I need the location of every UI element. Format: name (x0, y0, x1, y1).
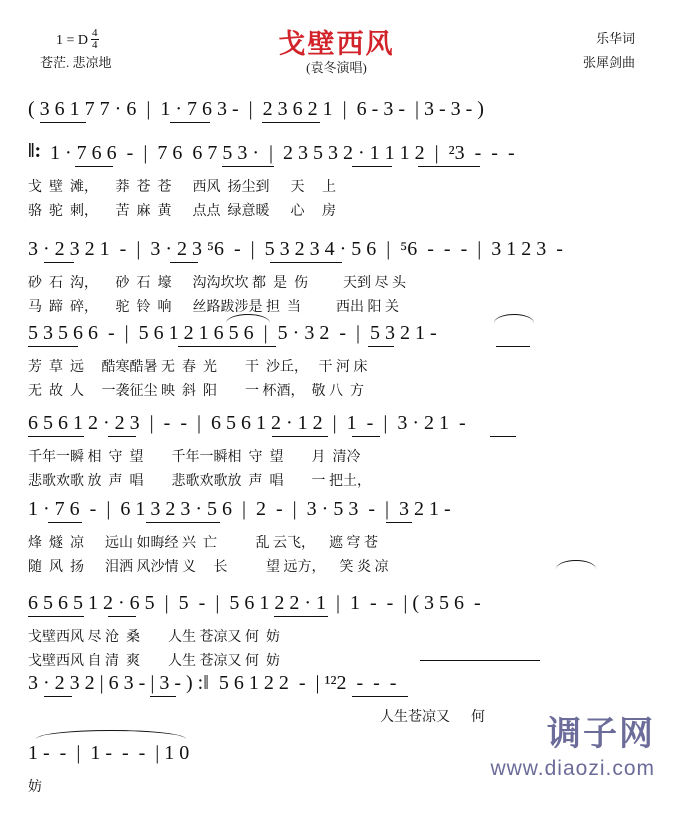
beam-underline (170, 122, 210, 123)
lyric-line-verse2: 无 故 人 一袭征尘 映 斜 阳 一 杯酒， 敬 八 方 (28, 384, 364, 399)
key-label: 1 = D (56, 33, 89, 48)
beam-underline (274, 616, 328, 617)
note-line: 3 · 2 3 2 1 - | 3 · 2 3 ⁵6 - | 5 3 2 3 4 · 5 6 | ⁵6 - - - | 3 1 2 3 - (28, 238, 563, 260)
note-line: 1 · 7 6 6 - | 7 6 6 7 5 3 · | 2 3 5 3 2 · 1 1 1 2 | ²3 - - - (50, 142, 515, 164)
repeat-start-barline: ‖: (28, 140, 42, 162)
lyric-line-verse2: 戈壁西风 自 清 爽 人生 苍凉又 何 妨 (28, 654, 280, 669)
slur-mark (36, 730, 186, 739)
lyric-line-verse2: 马 蹄 碎， 驼 铃 响 丝路跋涉是 担 当 西出 阳 关 (28, 300, 399, 315)
beam-underline (40, 122, 86, 123)
beam-underline (352, 436, 380, 437)
note-line: 5 3 5 6 6 - | 5 6 1 2 1 6 5 6 | 5 · 3 2 - | 5 3 2 1 - (28, 322, 437, 344)
beam-underline (368, 346, 394, 347)
beam-underline (352, 696, 408, 697)
beam-underline (150, 696, 176, 697)
beam-underline (496, 346, 530, 347)
beam-underline (28, 616, 84, 617)
beam-underline (178, 346, 276, 347)
lyric-line-final: 妨 (28, 780, 42, 795)
beam-underline (28, 436, 84, 437)
lyric-line-ending: 人生苍凉又 何 (380, 710, 485, 725)
beam-underline (75, 166, 113, 167)
beam-underline (222, 166, 274, 167)
beam-underline (262, 122, 320, 123)
note-line: 1 - - | 1 - - - | 1 0 (28, 742, 190, 764)
beam-underline (108, 616, 136, 617)
mood-marking: 苍茫. 悲凉地 (40, 55, 112, 70)
time-signature: $\frac{4}{4}$ (92, 27, 98, 51)
lyric-line-verse2: 骆 驼 刺， 苦 麻 黄 点点 绿意暖 心 房 (28, 204, 336, 219)
beam-underline (270, 262, 342, 263)
lyricist-credit: 乐华词 (595, 31, 635, 46)
lyric-line-verse1: 砂 石 沟， 砂 石 壕 沟沟坎坎 都 是 伤 天到 尽 头 (28, 276, 406, 291)
note-line: 3 · 2 3 2 | 6 3 - | 3 - ) :‖ 5 6 1 2 2 - | ¹²2 - - - (28, 672, 397, 694)
note-line: 6 5 6 5 1 2 · 6 5 | 5 - | 5 6 1 2 2 · 1 | 1 - - | ( 3 5 6 - (28, 592, 481, 614)
beam-underline (352, 166, 392, 167)
lyric-line-verse1: 戈壁西风 尽 沧 桑 人生 苍凉又 何 妨 (28, 630, 280, 645)
note-line: 6 5 6 1 2 · 2 3 | - - | 6 5 6 1 2 · 1 2 | 1 - | 3 · 2 1 - (28, 412, 466, 434)
lyric-line-verse1: 芳 草 远 酷寒酷暑 无 春 光 干 沙丘， 干 河 床 (28, 360, 368, 375)
lyric-line-verse2: 随 风 扬 泪洒 风沙情 义 长 望 远方， 笑 炎 凉 (28, 560, 389, 575)
watermark-url: www.diaozi.com (490, 757, 655, 780)
beam-underline (490, 436, 516, 437)
beam-underline (44, 262, 74, 263)
lyric-line-verse1: 千年一瞬 相 守 望 千年一瞬相 守 望 月 清冷 (28, 450, 361, 465)
watermark (490, 706, 655, 781)
lyric-line-verse2: 悲歌欢歌 放 声 唱 悲歌欢歌放 声 唱 一 把土， (28, 474, 371, 489)
second-ending-bracket (420, 660, 540, 661)
lyric-line-verse1: 烽 燧 凉 远山 如晦经 兴 亡 乱 云飞， 遮 穹 苍 (28, 536, 378, 551)
beam-underline (170, 262, 198, 263)
beam-underline (418, 166, 480, 167)
note-line: ( 3 6 1 7 7 · 6 | 1 · 7 6 3 - | 2 3 6 2 1 | 6 - 3 - | 3 - 3 - ) (28, 98, 484, 120)
beam-underline (386, 522, 412, 523)
beam-underline (28, 346, 78, 347)
note-line: 1 · 7 6 - | 6 1 3 2 3 · 5 6 | 2 - | 3 · 5 3 - | 3 2 1 - (28, 498, 451, 520)
beam-underline (48, 522, 82, 523)
beam-underline (44, 696, 72, 697)
watermark-site-name: 调子网 (547, 715, 655, 753)
composer-credit: 张犀剑曲 (582, 55, 635, 70)
page-title: 戈壁西风 (278, 29, 395, 59)
beam-underline (108, 436, 136, 437)
performer-subtitle: (袁冬演唱) (306, 60, 367, 75)
beam-underline (272, 436, 328, 437)
lyric-line-verse1: 戈 壁 滩， 莽 苍 苍 西风 扬尘到 天 上 (28, 180, 336, 195)
beam-underline (146, 522, 220, 523)
